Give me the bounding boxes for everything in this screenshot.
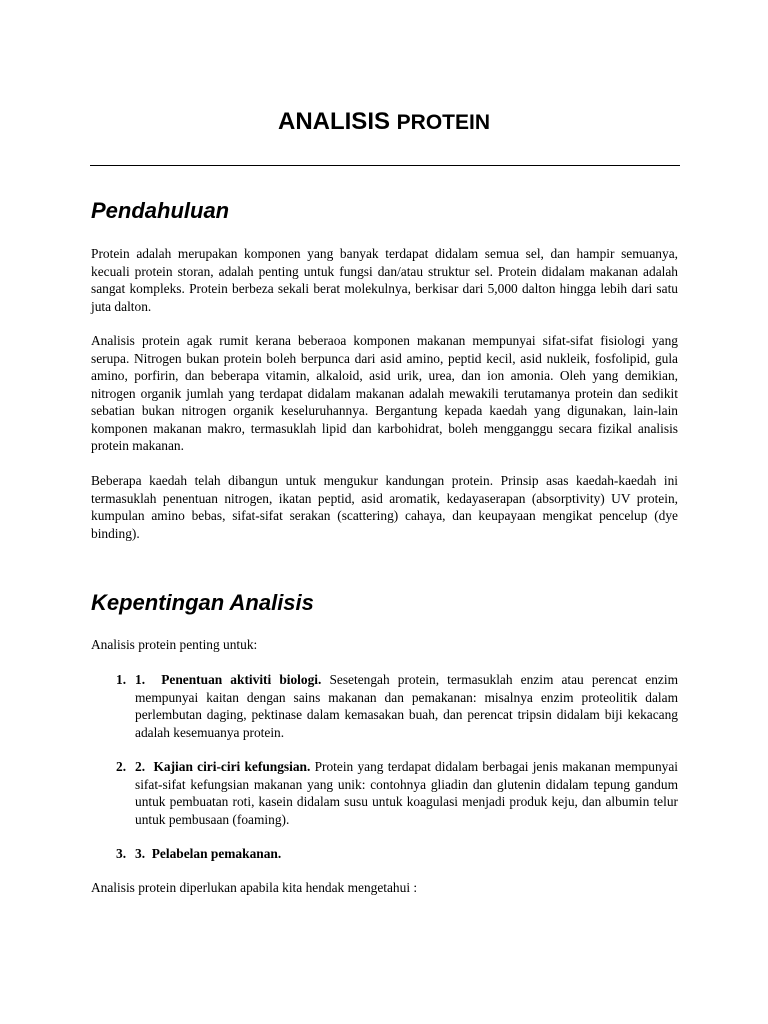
list-item-inner-number: 1. (135, 672, 146, 687)
paragraph-intro-2: Analisis protein agak rumit kerana beberaoa komponen makanan mempunyai sifat-sifat fisiologi yang serupa. Nitrogen bukan protein boleh berpunca dari asid amino, peptid kecil, asid nukleik, fosfolipid, gula amino, porfirin, dan beberapa vitamin, alkaloid, asid urik, urea, dan ion amonia. Oleh yang demikian, nitrogen organik jumlah yang terdapat didalam makanan adalah mewakili terutamanya protein dan sedikit sebatian bukan nitrogen organik keseluruhannya. Bergantung kepada kaedah yang digunakan, lain-lain komponen makanan makro, termasuklah lipid dan karbohidrat, boleh mengganggu secara fizikal analisis protein makanan. (91, 333, 678, 453)
list-item-inner-number: 3. (135, 846, 146, 861)
list-item-inner-number: 2. (135, 759, 146, 774)
paragraph-closing: Analisis protein diperlukan apabila kita hendak mengetahui : (91, 880, 418, 895)
section-heading-pendahuluan: Pendahuluan (91, 198, 230, 223)
title-part-1: ANALISIS (277, 108, 390, 135)
list-item-lead: Kajian ciri-ciri kefungsian. (153, 759, 311, 774)
paragraph-kepentingan-intro: Analisis protein penting untuk: (91, 637, 258, 652)
list-item (116, 845, 678, 863)
section-heading-kepentingan: Kepentingan Analisis (91, 590, 314, 615)
document-title (0, 106, 768, 139)
paragraph-intro-1: Protein adalah merupakan komponen yang banyak terdapat didalam semua sel, dan hampir semuanya, kecuali protein storan, adalah penting untuk fungsi dan/atau struktur sel. Protein didalam makanan adalah sangat kompleks. Protein berbeza sekali berat molekulnya, berkisar dari 5,000 dalton hingga lebih dari satu juta dalton. (91, 246, 678, 314)
list-item-text: Sesetengah protein, termasuklah enzim atau perencat enzim mempunyai kaitan dengan sains makanan dan pemakanan: misalnya enzim proteolitik dalam perlembutan daging, pektinase dalam kemasakan buah, dan perencat tripsin didalam biji kekacang adalah kesemuanya protein. (135, 672, 678, 740)
list-item (116, 671, 678, 741)
list-item-lead: Penentuan aktiviti biologi. (161, 672, 322, 687)
list-item-number: 1. (116, 672, 127, 687)
list-item-text: Protein yang terdapat didalam berbagai jenis makanan mempunyai sifat-sifat kefungsian makanan yang unik: contohnya gliadin dan glutenin didalam tepung gandum untuk pembuatan roti, kasein didalam susu untuk koagulasi menjadi produk keju, dan albumin telur untuk pembusaan (foaming). (135, 759, 678, 827)
list-item-number: 3. (116, 846, 127, 861)
list-item-lead: Pelabelan pemakanan. (151, 846, 282, 861)
title-divider (90, 165, 680, 166)
title-part-2: PROTEIN (396, 111, 491, 134)
list-item-number: 2. (116, 759, 127, 774)
list-item (116, 758, 678, 828)
importance-list (116, 671, 678, 863)
paragraph-intro-3: Beberapa kaedah telah dibangun untuk mengukur kandungan protein. Prinsip asas kaedah-kaedah ini termasuklah penentuan nitrogen, ikatan peptid, asid aromatik, kedayaserapan (absorptivity) UV protein, kumpulan amino bebas, sifat-sifat serakan (scattering) cahaya, dan keupayaan mengikat pencelup (dye binding). (91, 473, 678, 541)
